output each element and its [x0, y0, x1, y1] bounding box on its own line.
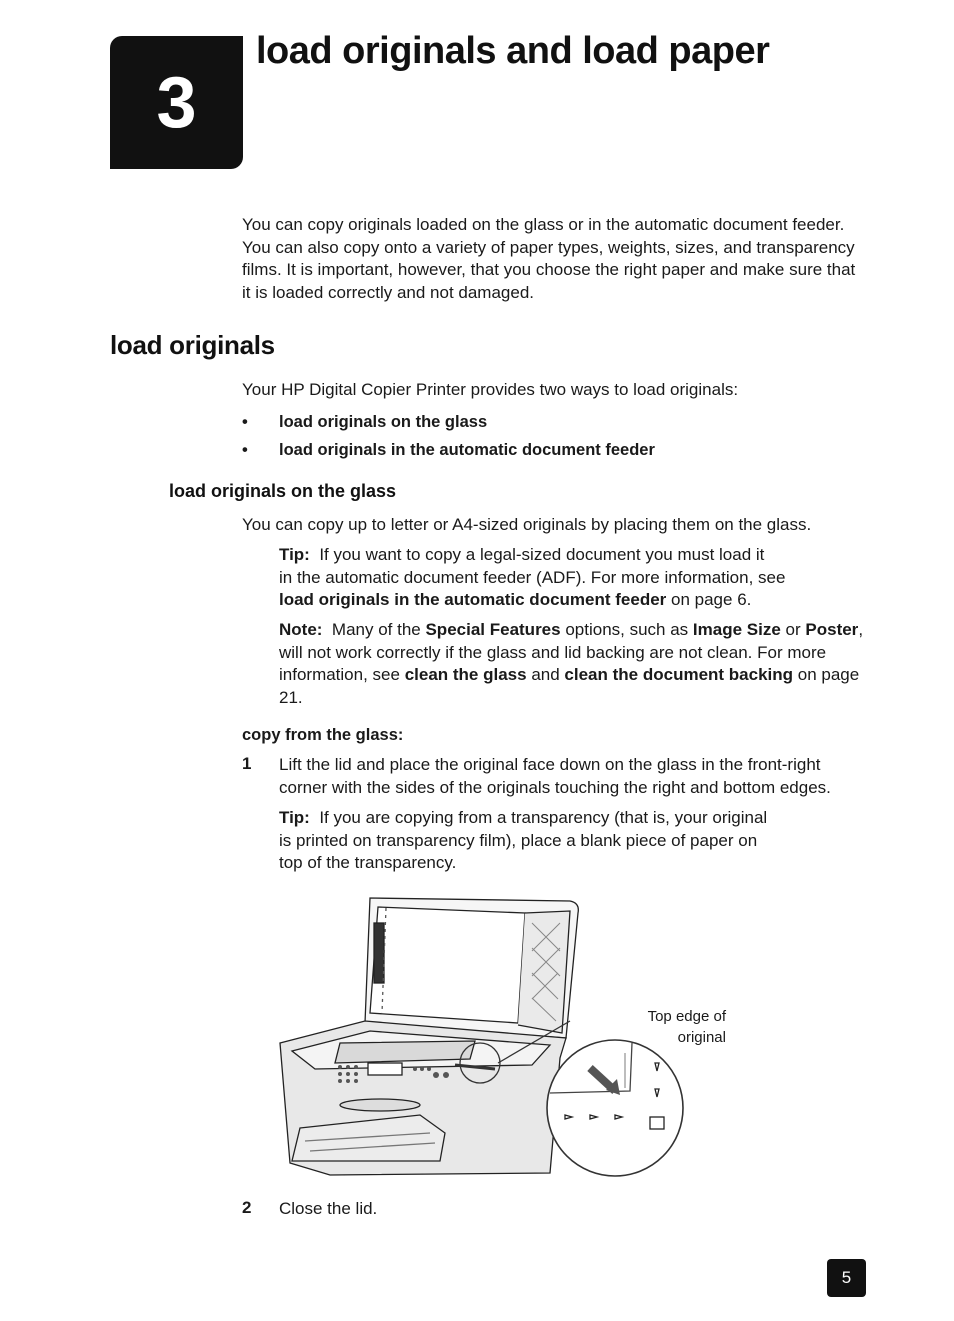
caption-line: Top edge of — [647, 1008, 726, 1025]
note-text: and — [531, 665, 560, 684]
note-reference[interactable]: clean the glass — [404, 665, 527, 684]
bullet-text: load originals on the glass — [279, 413, 488, 431]
chapter-title: load originals and load paper — [256, 30, 770, 72]
subsection-lead: You can copy up to letter or A4-sized originals by placing them on the glass. — [242, 515, 812, 534]
page-number-badge — [827, 1259, 866, 1297]
note-term: Poster — [805, 620, 859, 639]
section-title: load originals — [110, 330, 275, 360]
tip-line: If you are copying from a transparency (that is, your original — [319, 808, 768, 827]
tip-block — [279, 544, 869, 612]
bullet-text: load originals in the automatic document feeder — [279, 441, 655, 459]
tip-line: is printed on transparency film), place a blank piece of paper on — [279, 830, 758, 850]
page-number: 5 — [841, 1268, 852, 1287]
intro-paragraph: You can copy originals loaded on the glass or in the automatic document feeder. You can also copy onto a variety of paper types, weights, sizes, and transparency films. It is important, however, that you choose the right paper and make sure that it is loaded correctly and not damaged. — [242, 215, 856, 302]
subsection-title: load originals on the glass — [169, 481, 397, 501]
note-text: or — [785, 620, 801, 639]
note-block — [279, 619, 869, 709]
tip-label: Tip: — [279, 808, 310, 827]
tip-reference[interactable]: load originals in the automatic document feeder — [279, 590, 667, 609]
chapter-number: 3 — [156, 62, 197, 143]
bullet-mark: • — [242, 413, 248, 431]
tip-block — [279, 807, 869, 875]
section-lead: Your HP Digital Copier Printer provides two ways to load originals: — [242, 380, 739, 399]
tip-line: top of the transparency. — [279, 853, 457, 872]
step-text: Lift the lid and place the original face down on the glass in the front-right corner with the sides of the originals touching the right and bottom edges. — [279, 755, 831, 797]
step-text: Close the lid. — [279, 1199, 378, 1218]
step-number: 1 — [242, 754, 252, 773]
tip-line: in the automatic document feeder (ADF). For more information, see — [279, 567, 786, 587]
figure-caption — [620, 1006, 726, 1048]
note-term: Special Features — [425, 620, 561, 639]
caption-line: original — [677, 1029, 726, 1046]
bullet-item[interactable] — [242, 410, 655, 438]
bullet-list — [242, 410, 655, 466]
note-term: Image Size — [692, 620, 781, 639]
note-label: Note: — [279, 620, 323, 639]
tip-line: If you want to copy a legal-sized document you must load it — [319, 545, 765, 564]
procedure-title: copy from the glass: — [242, 726, 404, 744]
note-text: , will not work correctly if the glass and lid backing are not clean. For more information, see — [279, 620, 864, 684]
note-text: Many of the — [331, 620, 421, 639]
chapter-number-badge — [110, 36, 243, 169]
note-text: on page 21. — [279, 665, 860, 707]
tip-tail: on page 6. — [671, 590, 752, 609]
bullet-mark: • — [242, 441, 248, 459]
note-reference[interactable]: clean the document backing — [564, 665, 794, 684]
note-text: options, such as — [565, 620, 689, 639]
bullet-item[interactable] — [242, 438, 655, 466]
tip-label: Tip: — [279, 545, 310, 564]
step-number: 2 — [242, 1198, 252, 1217]
